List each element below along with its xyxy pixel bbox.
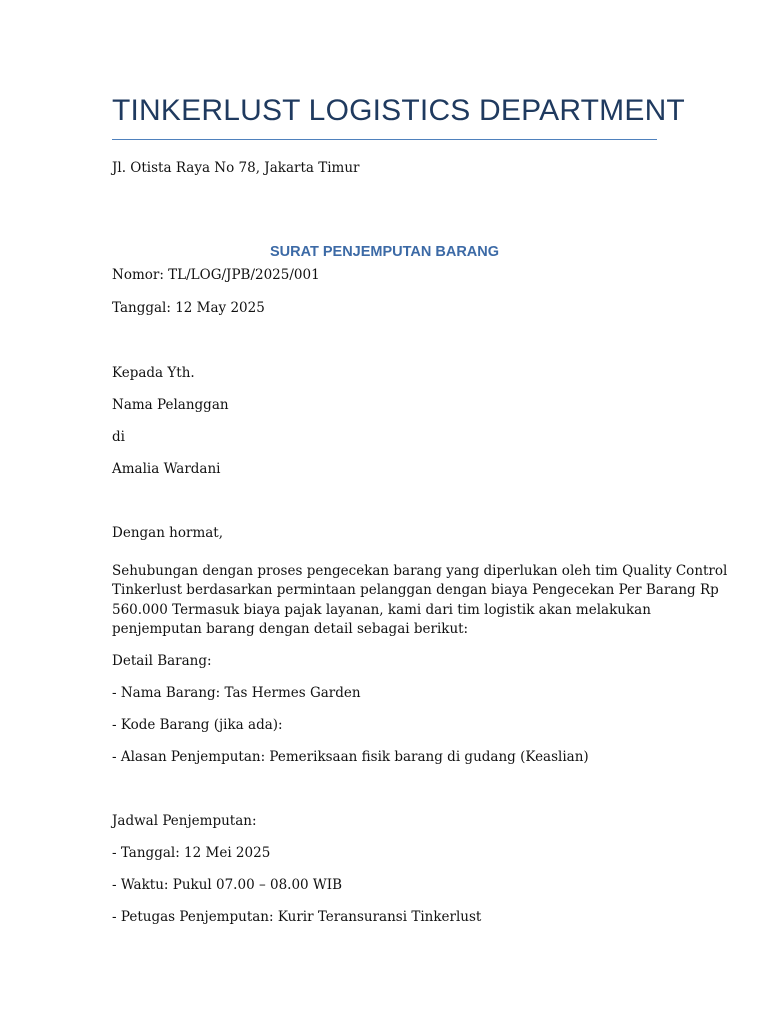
recipient-label: Nama Pelanggan — [112, 397, 229, 413]
letter-date: Tanggal: 12 May 2025 — [112, 300, 265, 316]
schedule-item: - Petugas Penjemputan: Kurir Teransuransi Tinkerlust — [112, 909, 482, 925]
detail-heading: Detail Barang: — [112, 653, 212, 669]
body-paragraph — [112, 562, 728, 639]
schedule-heading: Jadwal Penjemputan: — [112, 813, 257, 829]
letter-subject: SURAT PENJEMPUTAN BARANG — [269, 244, 500, 260]
body-line: penjemputan barang dengan detail sebagai berikut: — [112, 620, 469, 637]
body-line: 560.000 Termasuk biaya pajak layanan, kami dari tim logistik akan melakukan — [112, 601, 651, 618]
recipient-salutation: Kepada Yth. — [112, 365, 195, 381]
greeting: Dengan hormat, — [112, 525, 224, 541]
recipient-di: di — [112, 429, 125, 445]
letter-number: Nomor: TL/LOG/JPB/2025/001 — [112, 267, 320, 283]
body-line: Sehubungan dengan proses pengecekan barang yang diperlukan oleh tim Quality Control — [112, 563, 728, 579]
company-title: TINKERLUST LOGISTICS DEPARTMENT — [112, 94, 685, 127]
detail-item: - Alasan Penjemputan: Pemeriksaan fisik barang di gudang (Keaslian) — [112, 749, 589, 765]
schedule-item: - Tanggal: 12 Mei 2025 — [112, 845, 271, 861]
schedule-item: - Waktu: Pukul 07.00 – 08.00 WIB — [112, 877, 343, 893]
recipient-name: Amalia Wardani — [112, 461, 221, 477]
detail-item: - Kode Barang (jika ada): — [112, 717, 283, 733]
title-divider — [112, 139, 657, 140]
detail-item: - Nama Barang: Tas Hermes Garden — [112, 685, 361, 701]
company-address: Jl. Otista Raya No 78, Jakarta Timur — [112, 160, 360, 176]
body-line: Tinkerlust berdasarkan permintaan pelanggan dengan biaya Pengecekan Per Barang Rp — [112, 582, 719, 599]
